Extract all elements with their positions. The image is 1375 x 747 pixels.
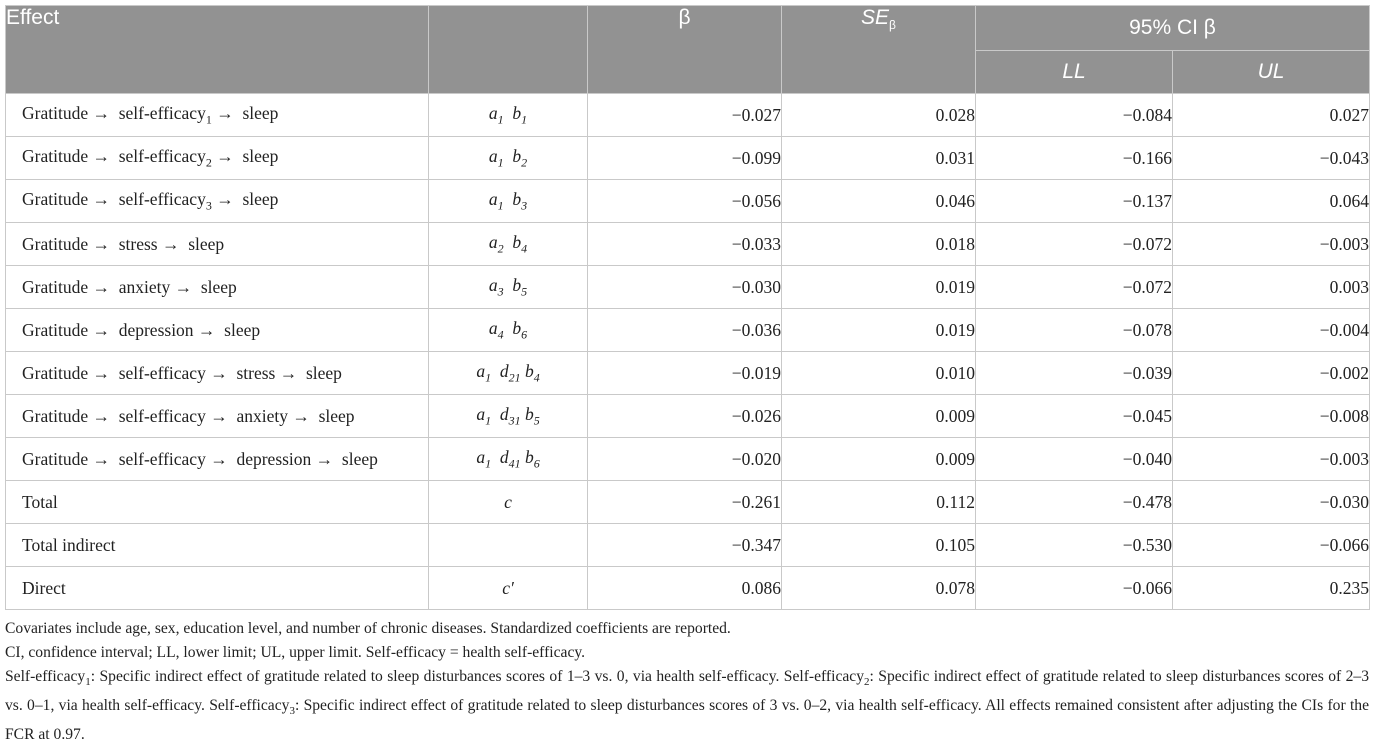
cell-beta: −0.027	[588, 94, 782, 137]
cell-beta: −0.020	[588, 438, 782, 481]
cell-effect: Gratitude → stress → sleep	[6, 223, 429, 266]
cell-se: 0.010	[782, 352, 976, 395]
cell-ll: −0.039	[976, 352, 1173, 395]
cell-path: $a_1$ $b_1$	[429, 94, 588, 137]
cell-effect: Direct	[6, 567, 429, 610]
cell-ul: −0.030	[1173, 481, 1370, 524]
footnote: CI, confidence interval; LL, lower limit; UL, upper limit. Self-efficacy = health self-efficacy.	[5, 644, 586, 661]
header-se	[782, 6, 976, 94]
cell-se: 0.105	[782, 524, 976, 567]
cell-path: $a_1$ $d_{31}$ $b_5$	[429, 395, 588, 438]
cell-ul: 0.027	[1173, 94, 1370, 137]
cell-effect: Total indirect	[6, 524, 429, 567]
cell-ll: −0.084	[976, 94, 1173, 137]
table-row	[6, 137, 1370, 180]
table-footnotes	[5, 617, 1369, 747]
cell-ll: −0.137	[976, 180, 1173, 223]
header-se-sub: β	[889, 18, 896, 33]
cell-se: 0.018	[782, 223, 976, 266]
cell-path: $a_1$ $b_3$	[429, 180, 588, 223]
cell-beta: −0.033	[588, 223, 782, 266]
cell-ll: −0.478	[976, 481, 1173, 524]
cell-ll: −0.072	[976, 223, 1173, 266]
table-header	[6, 6, 1370, 94]
cell-path	[429, 524, 588, 567]
cell-ll: −0.530	[976, 524, 1173, 567]
cell-se: 0.019	[782, 266, 976, 309]
cell-ll: −0.078	[976, 309, 1173, 352]
cell-beta: −0.019	[588, 352, 782, 395]
cell-ll: −0.072	[976, 266, 1173, 309]
table-row	[6, 524, 1370, 567]
cell-ul: −0.002	[1173, 352, 1370, 395]
cell-ll: −0.040	[976, 438, 1173, 481]
cell-ul: 0.235	[1173, 567, 1370, 610]
table-row	[6, 180, 1370, 223]
cell-effect: Gratitude → anxiety → sleep	[6, 266, 429, 309]
cell-se: 0.019	[782, 309, 976, 352]
cell-effect: Gratitude → self-efficacy → anxiety → sleep	[6, 395, 429, 438]
cell-path: $a_3$ $b_5$	[429, 266, 588, 309]
cell-se: 0.078	[782, 567, 976, 610]
table-row	[6, 395, 1370, 438]
cell-ll: −0.166	[976, 137, 1173, 180]
table-row	[6, 438, 1370, 481]
header-path	[429, 6, 588, 94]
cell-path: $a_1$ $d_{21}$ $b_4$	[429, 352, 588, 395]
mediation-effects-table	[5, 5, 1370, 610]
footnote: Covariates include age, sex, education level, and number of chronic diseases. Standardized coefficients are reported.	[5, 620, 731, 637]
cell-ul: −0.008	[1173, 395, 1370, 438]
cell-effect: Gratitude → self-efficacy$_1$ → sleep	[6, 94, 429, 137]
cell-se: 0.028	[782, 94, 976, 137]
cell-ul: −0.043	[1173, 137, 1370, 180]
header-ci: 95% CI β	[976, 6, 1370, 51]
cell-path: c′	[429, 567, 588, 610]
cell-ul: −0.066	[1173, 524, 1370, 567]
footnote: Self-efficacy$_1$: Specific indirect effect of gratitude related to sleep disturbances scores of 1–3 vs. 0, via health self-efficacy. Self-efficacy$_2$: Specific indirect effect of gratitude related to sleep disturbances scores of 2–3 vs. 0–1, via health self-efficacy. Self-efficacy$_3$: Specific indirect effect of gratitude related to sleep disturbances scores of 3 vs. 0–2, via health self-efficacy. All effects remained consistent after adjusting the CIs for the FCR at 0.97.	[5, 668, 1370, 744]
table-row	[6, 567, 1370, 610]
cell-beta: −0.099	[588, 137, 782, 180]
cell-ll: −0.045	[976, 395, 1173, 438]
header-beta: β	[588, 6, 782, 94]
header-ul: UL	[1173, 51, 1370, 94]
cell-ll: −0.066	[976, 567, 1173, 610]
cell-effect: Total	[6, 481, 429, 524]
table-row	[6, 223, 1370, 266]
table-row	[6, 266, 1370, 309]
cell-ul: 0.064	[1173, 180, 1370, 223]
cell-beta: −0.036	[588, 309, 782, 352]
cell-beta: 0.086	[588, 567, 782, 610]
cell-ul: −0.003	[1173, 223, 1370, 266]
cell-path: $a_1$ $d_{41}$ $b_6$	[429, 438, 588, 481]
cell-se: 0.009	[782, 438, 976, 481]
cell-ul: 0.003	[1173, 266, 1370, 309]
table-row	[6, 481, 1370, 524]
cell-path: c	[429, 481, 588, 524]
cell-se: 0.046	[782, 180, 976, 223]
cell-beta: −0.026	[588, 395, 782, 438]
cell-effect: Gratitude → self-efficacy → depression → sleep	[6, 438, 429, 481]
table-row	[6, 94, 1370, 137]
header-ll: LL	[976, 51, 1173, 94]
cell-beta: −0.261	[588, 481, 782, 524]
cell-beta: −0.030	[588, 266, 782, 309]
cell-path: $a_1$ $b_2$	[429, 137, 588, 180]
cell-effect: Gratitude → self-efficacy$_3$ → sleep	[6, 180, 429, 223]
table-row	[6, 309, 1370, 352]
cell-se: 0.009	[782, 395, 976, 438]
cell-path: $a_4$ $b_6$	[429, 309, 588, 352]
table-body	[6, 94, 1370, 610]
cell-beta: −0.347	[588, 524, 782, 567]
cell-path: $a_2$ $b_4$	[429, 223, 588, 266]
cell-ul: −0.003	[1173, 438, 1370, 481]
cell-ul: −0.004	[1173, 309, 1370, 352]
cell-se: 0.112	[782, 481, 976, 524]
cell-effect: Gratitude → depression → sleep	[6, 309, 429, 352]
cell-beta: −0.056	[588, 180, 782, 223]
cell-effect: Gratitude → self-efficacy$_2$ → sleep	[6, 137, 429, 180]
table-row	[6, 352, 1370, 395]
cell-effect: Gratitude → self-efficacy → stress → sleep	[6, 352, 429, 395]
cell-se: 0.031	[782, 137, 976, 180]
header-effect: Effect	[6, 6, 429, 94]
header-se-main: SE	[861, 6, 890, 29]
